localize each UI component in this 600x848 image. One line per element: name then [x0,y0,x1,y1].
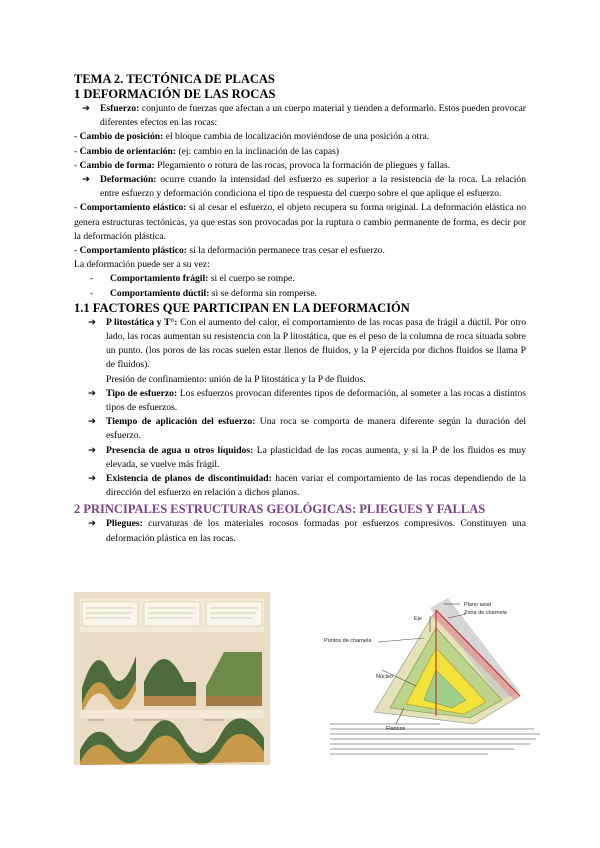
factor-tiempo-text: Una roca se comporta de manera diferente según la duración del esfuerzo. [106,416,526,442]
fold-types-figure [74,592,270,765]
label-flancos: Flancos [386,726,406,732]
pliegues-paragraph [74,517,526,545]
section-heading-2: 2 PRINCIPALES ESTRUCTURAS GEOLÓGICAS: PLIEGUES Y FALLAS [74,502,486,517]
dash-glyph: - [74,145,78,157]
esfuerzo-paragraph [74,102,526,130]
factor-agua-paragraph [74,444,526,472]
cambio-forma-term: Cambio de forma: [79,159,155,171]
cambio-orientacion-term: Cambio de orientación: [79,145,177,157]
deformacion-paragraph [74,173,526,201]
elastico-paragraph [74,201,526,244]
cambio-posicion-term: Cambio de posición: [79,131,164,143]
esfuerzo-term: Esfuerzo: [100,103,140,114]
label-nucleo: Núcleo [376,674,394,680]
factor-p-term: P litostática y T°: [106,316,178,328]
cambio-orientacion-paragraph [74,145,526,159]
fold-anatomy-illustration [324,596,550,762]
cambio-orientacion-text: (ej: cambio en la inclinación de las capas) [176,145,340,157]
arrow-icon: ➔ [88,473,97,485]
factor-agua-term: Presencia de agua u otros líquidos: [106,444,254,456]
cambio-forma-text: Plegamiento o rotura de las rocas, provoca la formación de pliegues y fallas. [154,159,451,171]
deformacion-term: Deformación: [100,174,157,186]
factor-p-paragraph [74,316,526,373]
factor-planos-text: hacen variar el comportamiento de las rocas dependiendo de la dirección del esfuerzo en relación a dichos planos. [106,473,526,499]
document-page [74,72,526,546]
label-puntos-charnela: Puntos de charnela [324,638,372,644]
fragil-term: Comportamiento frágil: [110,273,209,285]
cambio-posicion-text: el bloque cambia de localización moviéndose de una posición a otra. [163,131,430,143]
label-plano-axial: Plano axial [464,602,491,608]
dash-glyph: - [74,131,78,143]
elastico-text: si al cesar el esfuerzo, el objeto recupera su forma original. La deformación elástica no genera estructuras tectónicas, ya que estas son provocadas por la ruptura o cambio permanente de forma, es decir por la deformación plástica. [74,202,526,242]
plastico-paragraph [74,244,526,258]
arrow-icon: ➔ [88,316,97,328]
fold-types-illustration [74,592,270,765]
esfuerzo-text: conjunto de fuerzas que afectan a un cuerpo material y tienden a deformarlo. Estos pueden provocar diferentes efectos en las rocas: [100,103,526,129]
presion-confinamiento-paragraph: Presión de confinamiento: unión de la P litostática y la P de fluidos. [106,373,366,385]
factor-tiempo-paragraph [74,415,526,443]
arrow-icon: ➔ [88,387,97,399]
arrow-icon: ➔ [82,174,91,186]
dash-glyph: - [74,202,78,214]
ductil-term: Comportamiento dúctil: [110,287,210,299]
deformacion-text: ocurre cuando la intensidad del esfuerzo es superior a la resistencia de la roca. La relación entre esfuerzo y deformación condiciona el tipo de respuesta del cuerpo sobre el que aplique el esfuerzo. [100,174,526,200]
plastico-term: Comportamiento plástico: [79,245,187,257]
section-heading-1: 1 DEFORMACIÓN DE LAS ROCAS [74,87,276,101]
arrow-icon: ➔ [82,103,91,114]
factor-agua-text: La plasticidad de las rocas aumenta, y si la P de los fluidos es muy elevada, se vuelve más frágil. [106,444,526,470]
arrow-icon: ➔ [88,416,97,428]
pliegues-text: curvaturas de los materiales rocosos formadas por esfuerzos compresivos. Constituyen una deformación plástica en las rocas. [106,518,526,544]
pliegues-term: Pliegues: [106,518,143,530]
fragil-item [74,272,526,286]
dash-glyph: - [90,287,94,299]
factor-tipo-paragraph [74,387,526,415]
page-title: TEMA 2. TECTÓNICA DE PLACAS [74,72,275,86]
factor-tipo-text: Los esfuerzos provocan diferentes tipos de deformación, al someter a las rocas a distintos tipos de esfuerzos. [106,387,527,414]
dash-glyph: - [74,159,78,171]
ductil-item [74,287,526,301]
label-zona-charnela: Zona de charnela [464,610,507,616]
plastico-text: si la deformación permanece tras cesar el esfuerzo. [187,245,385,257]
label-eje: Eje [414,616,422,622]
figures-row [74,592,554,767]
arrow-icon: ➔ [88,444,97,456]
cambio-forma-paragraph [74,159,526,173]
factor-p-text: Con el aumento del calor, el comportamiento de las rocas pasa de frágil a dúctil. Por otro lado, las rocas aumentan su resistencia con la P litostática, que es el peso de la columna de roca situada sobre un punto. (los poros de las rocas suelen estar llenos de fluidos, y la P ejercida por dichos fluidos se llama P de fluidos). [106,316,526,371]
fragil-text: si el cuerpo se rompe. [208,273,295,285]
factor-planos-paragraph [74,472,526,500]
cambio-posicion-paragraph [74,130,526,144]
fold-anatomy-figure [324,596,550,762]
puede-ser-paragraph: La deformación puede ser a su vez: [74,259,210,271]
elastico-term: Comportamiento elástico: [79,202,187,214]
dash-glyph: - [74,245,78,257]
factor-tipo-term: Tipo de esfuerzo: [106,387,178,399]
dash-glyph: - [90,273,94,285]
section-heading-1-1: 1.1 FACTORES QUE PARTICIPAN EN LA DEFORMACIÓN [74,300,410,315]
arrow-icon: ➔ [88,518,97,530]
factor-tiempo-term: Tiempo de aplicación del esfuerzo: [106,416,256,428]
ductil-text: si se deforma sin romperse. [209,287,318,299]
factor-planos-term: Existencia de planos de discontinuidad: [106,473,272,485]
